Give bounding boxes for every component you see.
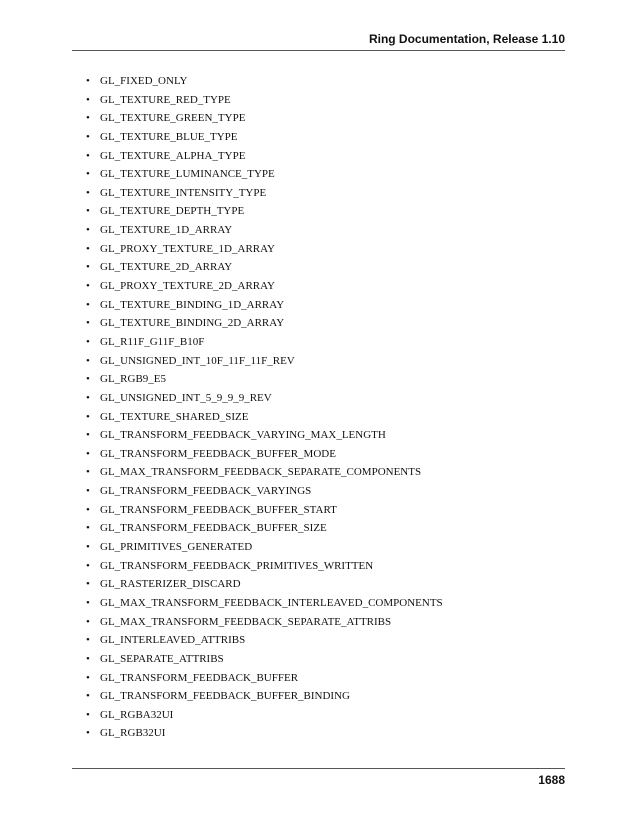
bullet-icon: • xyxy=(86,391,90,404)
bullet-icon: • xyxy=(86,596,90,609)
constant-name: GL_SEPARATE_ATTRIBS xyxy=(100,652,224,665)
bullet-icon: • xyxy=(86,93,90,106)
list-item xyxy=(86,519,443,538)
constant-name: GL_TEXTURE_SHARED_SIZE xyxy=(100,410,249,423)
bullet-icon: • xyxy=(86,615,90,628)
constant-name: GL_MAX_TRANSFORM_FEEDBACK_SEPARATE_ATTRIBS xyxy=(100,615,392,628)
list-item xyxy=(86,296,443,315)
constant-name: GL_TRANSFORM_FEEDBACK_BUFFER_MODE xyxy=(100,447,336,460)
constant-name: GL_TEXTURE_2D_ARRAY xyxy=(100,261,233,274)
list-item xyxy=(86,72,443,91)
bullet-icon: • xyxy=(86,112,90,125)
bullet-icon: • xyxy=(86,149,90,162)
list-item xyxy=(86,669,443,688)
list-item xyxy=(86,91,443,110)
bullet-icon: • xyxy=(86,373,90,386)
bullet-icon: • xyxy=(86,727,90,740)
constant-name: GL_RGB9_E5 xyxy=(100,373,166,386)
bullet-icon: • xyxy=(86,690,90,703)
list-item xyxy=(86,575,443,594)
bullet-icon: • xyxy=(86,634,90,647)
constant-name: GL_TRANSFORM_FEEDBACK_BUFFER_START xyxy=(100,503,337,516)
list-item xyxy=(86,128,443,147)
constant-name: GL_TEXTURE_DEPTH_TYPE xyxy=(100,205,245,218)
constant-name: GL_TRANSFORM_FEEDBACK_VARYINGS xyxy=(100,485,312,498)
bullet-icon: • xyxy=(86,75,90,87)
constant-name: GL_TEXTURE_1D_ARRAY xyxy=(100,224,233,237)
bullet-icon: • xyxy=(86,503,90,516)
bullet-icon: • xyxy=(86,447,90,460)
list-item xyxy=(86,147,443,166)
constant-list xyxy=(86,72,443,743)
bullet-icon: • xyxy=(86,317,90,330)
bullet-icon: • xyxy=(86,522,90,535)
bullet-icon: • xyxy=(86,466,90,479)
list-item xyxy=(86,724,443,743)
constant-name: GL_PRIMITIVES_GENERATED xyxy=(100,541,253,554)
list-item xyxy=(86,184,443,203)
constant-name: GL_TEXTURE_BLUE_TYPE xyxy=(100,130,238,143)
page-number: 1688 xyxy=(538,773,565,787)
list-item xyxy=(86,538,443,557)
constant-name: GL_TRANSFORM_FEEDBACK_BUFFER xyxy=(100,671,299,684)
bullet-icon: • xyxy=(86,261,90,274)
constant-name: GL_TRANSFORM_FEEDBACK_PRIMITIVES_WRITTEN xyxy=(100,559,374,572)
list-item xyxy=(86,314,443,333)
constant-name: GL_UNSIGNED_INT_5_9_9_9_REV xyxy=(100,391,272,404)
constant-name: GL_INTERLEAVED_ATTRIBS xyxy=(100,634,246,647)
list-item xyxy=(86,426,443,445)
bullet-icon: • xyxy=(86,708,90,721)
bullet-icon: • xyxy=(86,671,90,684)
list-item xyxy=(86,277,443,296)
constant-name: GL_TEXTURE_GREEN_TYPE xyxy=(100,112,246,125)
bullet-icon: • xyxy=(86,559,90,572)
list-item xyxy=(86,501,443,520)
constant-name: GL_TRANSFORM_FEEDBACK_BUFFER_SIZE xyxy=(100,522,327,535)
list-item xyxy=(86,109,443,128)
header-rule xyxy=(72,50,565,51)
constant-name: GL_UNSIGNED_INT_10F_11F_11F_REV xyxy=(100,354,295,367)
list-item xyxy=(86,258,443,277)
constant-name: GL_TRANSFORM_FEEDBACK_BUFFER_BINDING xyxy=(100,690,350,703)
list-item xyxy=(86,445,443,464)
bullet-icon: • xyxy=(86,652,90,665)
bullet-icon: • xyxy=(86,485,90,498)
constant-name: GL_TEXTURE_BINDING_1D_ARRAY xyxy=(100,298,285,311)
constant-name: GL_R11F_G11F_B10F xyxy=(100,335,205,348)
constant-name: GL_TEXTURE_LUMINANCE_TYPE xyxy=(100,168,275,181)
bullet-icon: • xyxy=(86,242,90,255)
constant-name: GL_MAX_TRANSFORM_FEEDBACK_INTERLEAVED_COMPONENTS xyxy=(100,596,443,609)
running-header: Ring Documentation, Release 1.10 xyxy=(368,32,565,46)
constant-name: GL_RGB32UI xyxy=(100,727,166,740)
bullet-icon: • xyxy=(86,186,90,199)
constant-name: GL_TRANSFORM_FEEDBACK_VARYING_MAX_LENGTH xyxy=(100,429,386,442)
bullet-icon: • xyxy=(86,298,90,311)
bullet-icon: • xyxy=(86,224,90,237)
list-item xyxy=(86,221,443,240)
bullet-icon: • xyxy=(86,578,90,591)
constant-name: GL_PROXY_TEXTURE_2D_ARRAY xyxy=(100,280,275,293)
constant-name: GL_TEXTURE_RED_TYPE xyxy=(100,93,231,106)
bullet-icon: • xyxy=(86,168,90,181)
list-item xyxy=(86,352,443,371)
list-item xyxy=(86,240,443,259)
list-item xyxy=(86,631,443,650)
bullet-icon: • xyxy=(86,280,90,293)
constant-name: GL_PROXY_TEXTURE_1D_ARRAY xyxy=(100,242,275,255)
list-item xyxy=(86,202,443,221)
constant-name: GL_MAX_TRANSFORM_FEEDBACK_SEPARATE_COMPONENTS xyxy=(100,466,422,479)
list-item xyxy=(86,482,443,501)
constant-name: GL_TEXTURE_INTENSITY_TYPE xyxy=(100,186,267,199)
list-item xyxy=(86,687,443,706)
constant-name: GL_RASTERIZER_DISCARD xyxy=(100,578,241,591)
constant-name: GL_FIXED_ONLY xyxy=(100,75,188,87)
list-item xyxy=(86,594,443,613)
list-item xyxy=(86,370,443,389)
list-item xyxy=(86,613,443,632)
bullet-icon: • xyxy=(86,541,90,554)
constant-name: GL_TEXTURE_BINDING_2D_ARRAY xyxy=(100,317,285,330)
footer-rule xyxy=(72,768,565,769)
list-item xyxy=(86,557,443,576)
list-item xyxy=(86,650,443,669)
list-item xyxy=(86,333,443,352)
bullet-icon: • xyxy=(86,354,90,367)
list-item xyxy=(86,389,443,408)
bullet-icon: • xyxy=(86,130,90,143)
bullet-icon: • xyxy=(86,205,90,218)
bullet-icon: • xyxy=(86,410,90,423)
constant-name: GL_TEXTURE_ALPHA_TYPE xyxy=(100,149,246,162)
constant-name: GL_RGBA32UI xyxy=(100,708,174,721)
bullet-icon: • xyxy=(86,429,90,442)
list-item xyxy=(86,463,443,482)
list-item xyxy=(86,706,443,725)
bullet-icon: • xyxy=(86,335,90,348)
list-item xyxy=(86,408,443,427)
list-item xyxy=(86,165,443,184)
